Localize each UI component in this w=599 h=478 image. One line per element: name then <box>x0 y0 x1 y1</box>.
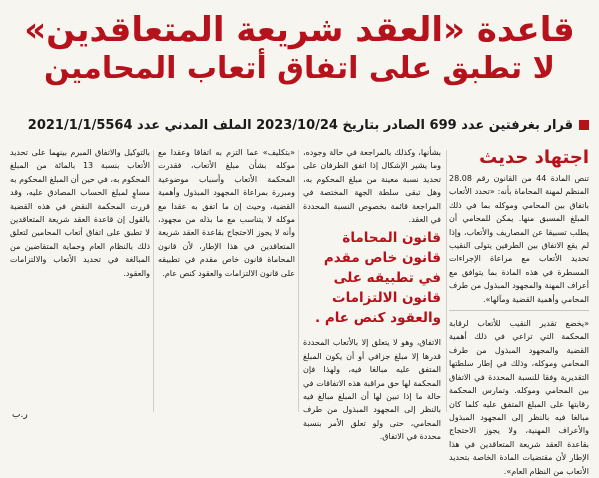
column-2-top: بشأنها، وكذلك بالمراجعة في حالة وجوده، وما يشير الإشكال إذا اتفق الطرفان على تحديد نسبة معينة من مبلغ المحكوم به، وهل تبقى سلطة الجهة المختصة في المراجعة قائمة بخصوص النسبة المحددة في العقد. <box>303 148 441 225</box>
red-square-icon <box>579 120 589 130</box>
column-1-body: «يخضع تقدير النقيب للأتعاب لرقابة المحكمة التي تراعي في ذلك أهمية القضية والمجهود المبذول من طرف المحامي وموكله، وذلك في إطار سلطتها التقديرية وفقا للنسبة المحددة في الاتفاق بين المحامي وموكله. وتمارس المحكمة رقابتها على المبلغ المتفق عليه كلما كان مبالغا فيه بالنظر إلى المجهود المبذول والأعراف المهنية، ولا يجوز الاحتجاج بقاعدة العقد شريعة المتعاقدين في هذا الإطار لأن مقتضيات المادة الخاصة بتحديد الأتعاب من النظام العام». <box>449 319 589 476</box>
sidebar-body: تنص المادة 44 من القانون رقم 28.08 المنظم لمهنة المحاماة بأنه: «تحدد الأتعاب باتفاق بين المحامي وموكله بما في ذلك المبلغ المسبق منها. يمكن للمحامي أن يطلب تسبيقا عن المصاريف والأتعاب، وإذا لم يقع الاتفاق بين الطرفين يتولى النقيب تحديد الأتعاب مع مراعاة الإجراءات المسطرة في هذه المادة بما يتوافق مع أعراف المهنة والمجهود المبذول من طرف المحامي وأهمية القضية ومآلها». <box>449 174 589 304</box>
column-2-body: الاتفاق، وهو لا يتعلق إلا بالأتعاب المحددة قدرها إلا مبلغ جزافي أو أن يكون المبلغ المتفق عليه مبالغا فيه، ولهذا فإن المحكمة لها حق مراقبة هذه الاتفاقات في حالة ما إذا تبين لها أن المبلغ مبالغ فيه بالنظر إلى المجهود المبذول من طرف المحامي، حتى ولو تعلق الأمر بنسبة محددة في الاتفاق. <box>303 338 441 442</box>
column-2 <box>303 146 441 442</box>
sidebar-title: اجتهاد حديث <box>479 147 589 168</box>
column-3 <box>158 146 295 414</box>
deck <box>10 114 589 136</box>
headline-line-2: لا تطبق على اتفاق أتعاب المحامين <box>44 50 555 86</box>
subheadline: قانون المحاماة قانون خاص مقدم في تطبيقه على قانون الالتزامات والعقود كنص عام . <box>314 230 441 327</box>
divider <box>449 310 589 311</box>
column-4 <box>10 146 150 414</box>
headline-line-1: قاعدة «العقد شريعة المتعاقدين» <box>24 10 575 50</box>
column-rule <box>153 150 154 412</box>
column-rule <box>446 150 447 412</box>
headline <box>12 10 587 87</box>
byline: ر.ب <box>12 410 28 420</box>
column-4-body: بالتوكيل والاتفاق المبرم بينهما على تحديد الأتعاب بنسبة 13 بالمائة من المبلغ المحكوم به، في حين أن المبلغ المحكوم به مساوٍ لمبلغ الحساب المصادق عليه، وقد قررت المحكمة النقض في هذه القضية بالقول إن قاعدة العقد شريعة المتعاقدين لا تطبق على اتفاق أتعاب المحامين لتعلق ذلك بالنظام العام وحماية المتقاضين من المبالغة في تحديد الأتعاب والالتزامات والعقود. <box>10 148 151 278</box>
column-rule <box>298 150 299 412</box>
column-1 <box>449 146 589 476</box>
column-3-body: «بتكليف» عما التزم به اتفاقا وعقدا مع موكله بشأن مبلغ الأتعاب، فقدرت المحكمة الأتعاب وأسباب موضوعية ومبررة بمراعاة المجهود المبذول وأهمية القضية، وحيث إن ما اتفق به عقدا مع موكله لا يتناسب مع ما بذله من مجهود، وأنه لا يجوز الاحتجاج بقاعدة العقد شريعة المتعاقدين في هذا الإطار، لأن قانون المحاماة قانون خاص مقدم في تطبيقه على قانون الالتزامات والعقود كنص عام. <box>158 148 295 278</box>
deck-text: قرار بغرفتين عدد 699 الصادر بتاريخ 2023/10/24 الملف المدني عدد 2021/1/1/5564 <box>27 117 573 133</box>
